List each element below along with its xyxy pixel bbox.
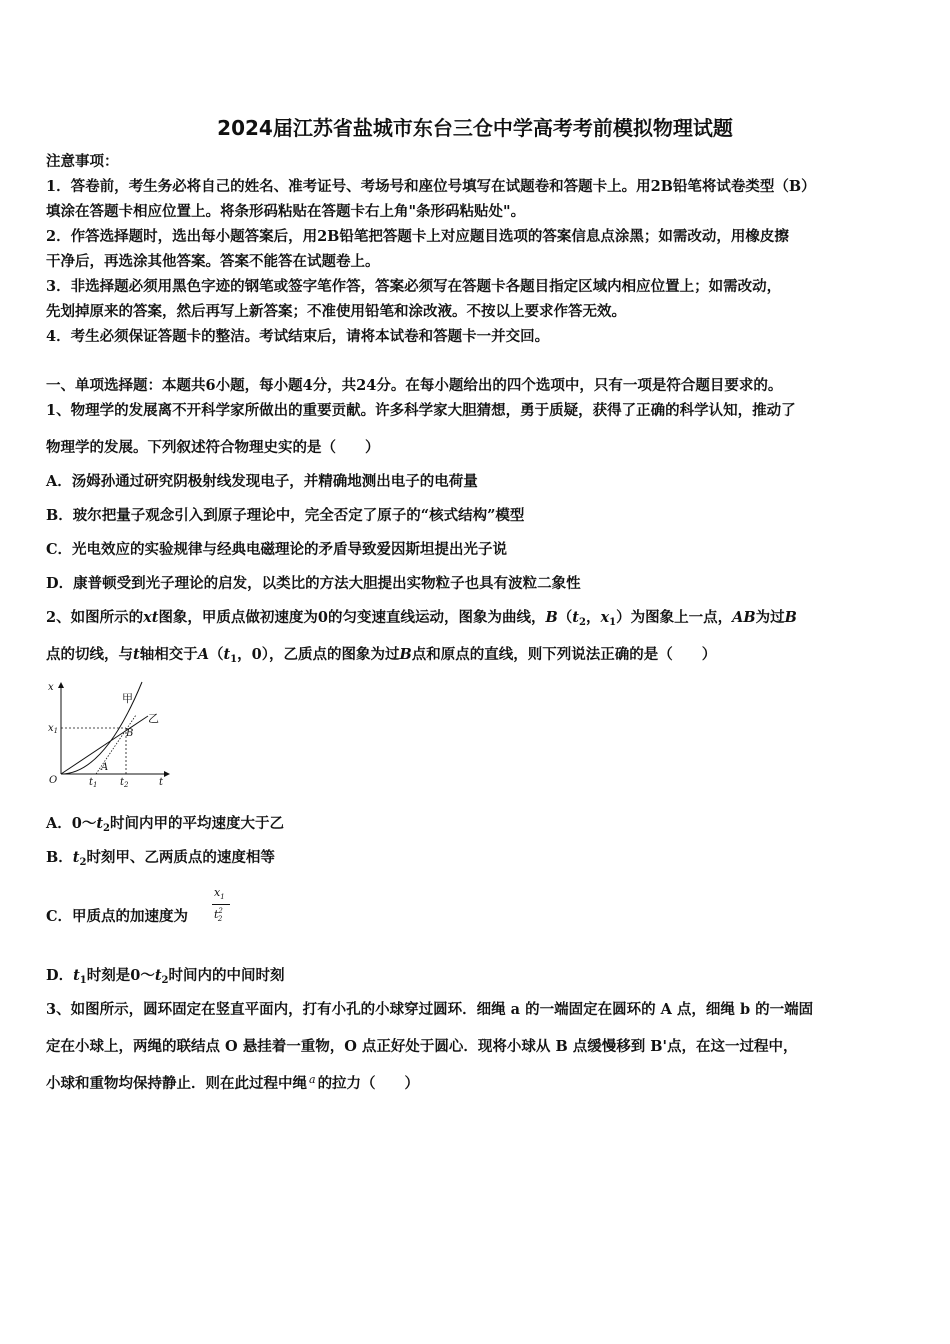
section-heading: 一、单项选择题：本题共6小题，每小题4分，共24分。在每小题给出的四个选项中，只有一项是符合题目要求的。 <box>46 377 783 394</box>
label-t2: $t_2$ <box>120 777 129 789</box>
question-2-stem: 点的切线，与t轴相交于$A(t_1$，0），乙质点的图象为过B点和原点的直线，则下列说法正确的是（ ） <box>46 646 717 665</box>
question-1-option-a: A．汤姆孙通过研究阴极射线发现电子，并精确地测出电子的电荷量 <box>46 473 478 490</box>
question-2-stem: 2、如图所示的xt图象，甲质点做初速度为0的匀变速直线运动，图象为曲线，$B(t_2$，$x_1$）为图象上一点，AB为过B <box>46 609 797 628</box>
question-1-stem: 物理学的发展。下列叙述符合物理史实的是（ ） <box>46 439 380 456</box>
notice-line: 1．答卷前，考生务必将自己的姓名、准考证号、考场号和座位号填写在试题卷和答题卡上。用2B铅笔将试卷类型（B） <box>46 178 816 195</box>
question-2-option-b: B．$t_2$时刻甲、乙两质点的速度相等 <box>46 849 275 868</box>
label-yi: 乙 <box>148 712 159 725</box>
notice-line: 3．非选择题必须用黑色字迹的钢笔或签字笔作答，答案必须写在答题卡各题目指定区域内相应位置上；如需改动， <box>46 278 782 295</box>
question-2-option-c: C．甲质点的加速度为 <box>46 908 189 925</box>
question-1-option-d: D．康普顿受到光子理论的启发，以类比的方法大胆提出实物粒子也具有波粒二象性 <box>46 575 581 592</box>
label-origin: O <box>49 775 58 786</box>
notice-line: 干净后，再选涂其他答案。答案不能答在试题卷上。 <box>46 253 380 270</box>
question-1-option-c: C．光电效应的实验规律与经典电磁理论的矛盾导致爱因斯坦提出光子说 <box>46 541 508 558</box>
label-x: x <box>48 682 54 693</box>
notice-heading: 注意事项： <box>46 153 119 170</box>
acceleration-fraction: $x_1$ $t^2_2$ <box>210 886 234 932</box>
question-3-stem: 3、如图所示，圆环固定在竖直平面内，打有小孔的小球穿过圆环．细绳 a 的一端固定在圆环的 A 点，细绳 b 的一端固 <box>46 1001 814 1018</box>
notice-line: 2．作答选择题时，选出每小题答案后，用2B铅笔把答题卡上对应题目选项的答案信息点涂黑；如需改动，用橡皮擦 <box>46 228 789 245</box>
question-3-stem: 定在小球上，两绳的联结点 O 悬挂着一重物，O 点正好处于圆心．现将小球从 B 点缓慢移到 B'点，在这一过程中， <box>46 1038 798 1055</box>
question-1-option-b: B．玻尔把量子观念引入到原子理论中，完全否定了原子的“核式结构”模型 <box>46 507 525 524</box>
label-b: B <box>126 728 134 739</box>
notice-line: 先划掉原来的答案，然后再写上新答案；不准使用铅笔和涂改液。不按以上要求作答无效。 <box>46 303 626 320</box>
label-x1: $x_1$ <box>48 723 59 735</box>
question-2-option-a: A．$0\sim t_2$时间内甲的平均速度大于乙 <box>46 815 285 834</box>
label-a: A <box>101 762 109 773</box>
x-axis-arrow <box>58 682 64 688</box>
label-jia: 甲 <box>122 692 133 705</box>
label-t: t <box>159 777 164 788</box>
question-3-stem: 小球和重物均保持静止．则在此过程中绳 $^a$ 的拉力（ ） <box>46 1073 420 1092</box>
notice-line: 填涂在答题卡相应位置上。将条形码粘贴在答题卡右上角"条形码粘贴处"。 <box>46 203 526 220</box>
question-2-option-d: D．$t_1$时刻是$0\sim t_2$时间内的中间时刻 <box>46 967 285 986</box>
notice-line: 4．考生必须保证答题卡的整洁。考试结束后，请将本试卷和答题卡一并交回。 <box>46 328 550 345</box>
t-axis-arrow <box>164 771 170 777</box>
page-title: 2024届江苏省盐城市东台三仓中学高考考前模拟物理试题 <box>217 116 733 140</box>
label-t1: $t_1$ <box>89 777 98 789</box>
xt-graph-figure <box>40 678 170 790</box>
question-1-stem: 1、物理学的发展离不开科学家所做出的重要贡献。许多科学家大胆猜想，勇于质疑，获得了正确的科学认知，推动了 <box>46 402 796 419</box>
